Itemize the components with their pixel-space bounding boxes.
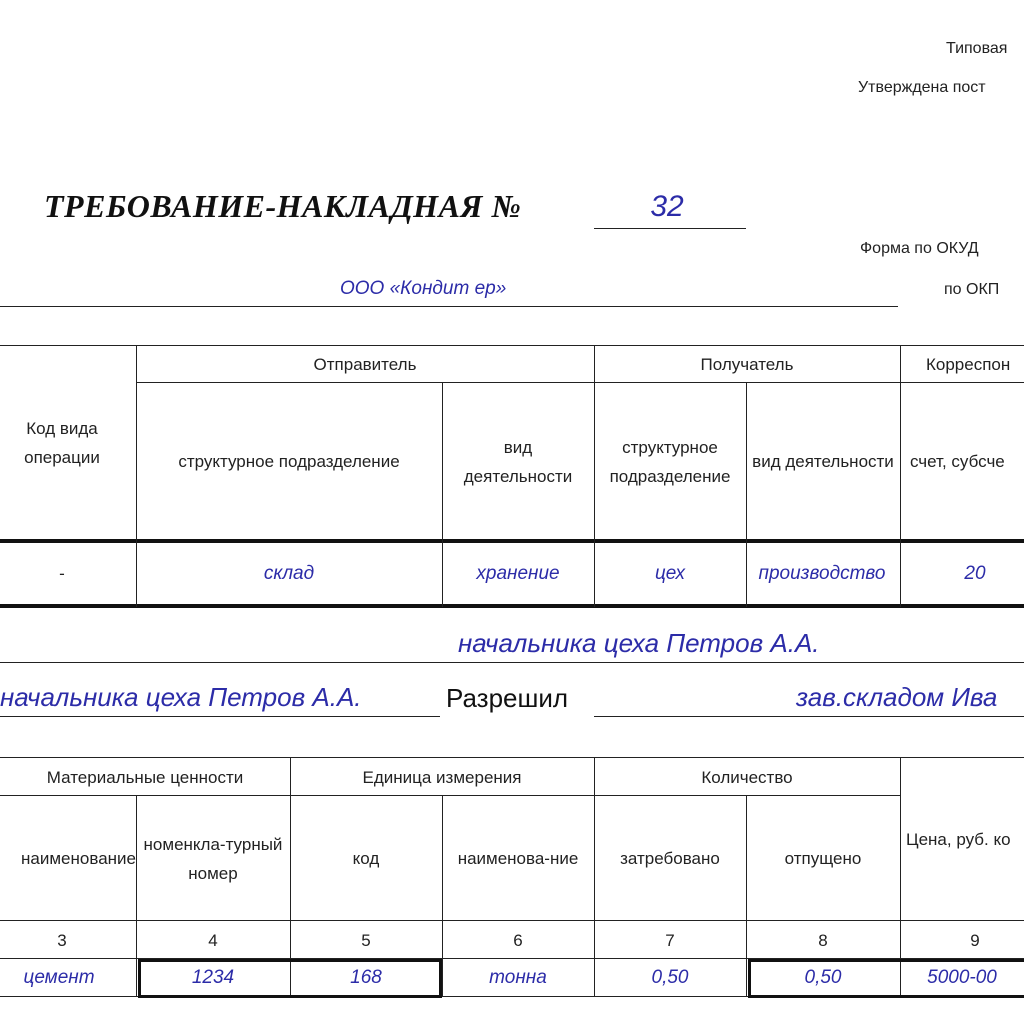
price-value: 5000-00 bbox=[927, 967, 997, 988]
materials-header: Материальные ценности bbox=[46, 767, 244, 787]
op-code-header: Код вида операции bbox=[24, 419, 100, 467]
name-header: наименование bbox=[21, 849, 136, 868]
column-number: 7 bbox=[665, 930, 675, 950]
column-number: 9 bbox=[970, 930, 980, 950]
sender-unit-value: склад bbox=[263, 562, 315, 584]
requested-value: 0,50 bbox=[651, 967, 689, 988]
permitted-value: зав.складом Ива bbox=[796, 682, 998, 712]
code-value: 168 bbox=[350, 967, 382, 988]
unit-name-header: наименова-ние bbox=[457, 849, 579, 868]
nomenclature-header: номенкла-турный номер bbox=[143, 834, 283, 883]
code-header: код bbox=[352, 849, 380, 868]
okud-label: Форма по ОКУД bbox=[860, 240, 979, 257]
requested-value: начальника цеха Петров А.А. bbox=[0, 682, 362, 712]
document-number-field[interactable] bbox=[594, 188, 746, 229]
released-header: отпущено bbox=[784, 849, 862, 868]
nomenclature-value: 1234 bbox=[191, 967, 235, 988]
document-number: 32 bbox=[650, 190, 684, 223]
correspondence-header: Корреспон bbox=[926, 355, 1011, 374]
approved-label: Утверждена пост bbox=[858, 79, 986, 96]
unit-header: Единица измерения bbox=[362, 767, 522, 787]
column-number: 5 bbox=[361, 930, 371, 950]
account-header: счет, субсче bbox=[910, 452, 1005, 471]
column-number: 6 bbox=[513, 930, 523, 950]
organization-name: ООО «Кондит ер» bbox=[340, 278, 507, 299]
organization-field[interactable] bbox=[0, 276, 898, 307]
requested-field[interactable] bbox=[0, 680, 440, 717]
document-title: ТРЕБОВАНИЕ-НАКЛАДНАЯ № bbox=[44, 188, 522, 224]
sender-activity-value: хранение bbox=[476, 562, 560, 584]
receiver-activity-value: производство bbox=[758, 562, 886, 584]
receiver-unit-value: цех bbox=[654, 562, 686, 584]
released-value: 0,50 bbox=[804, 967, 842, 988]
permitted-label: Разрешил bbox=[446, 683, 569, 713]
through-value: начальника цеха Петров А.А. bbox=[458, 628, 820, 658]
through-field[interactable] bbox=[0, 626, 1024, 663]
unit-name-value: тонна bbox=[489, 967, 547, 988]
form-type-label: Типовая bbox=[946, 40, 1008, 57]
receiver-unit-header: структурное подразделение bbox=[609, 437, 731, 486]
sender-header: Отправитель bbox=[313, 355, 417, 374]
column-number: 3 bbox=[57, 930, 67, 950]
sender-unit-header: структурное подразделение bbox=[178, 452, 400, 471]
quantity-header: Количество bbox=[701, 767, 793, 787]
account-value: 20 bbox=[964, 562, 986, 584]
permitted-field[interactable] bbox=[594, 680, 1024, 717]
price-header: Цена, руб. ко bbox=[906, 830, 1011, 849]
requested-header: затребовано bbox=[620, 849, 720, 868]
okpo-label: по ОКП bbox=[944, 281, 1000, 298]
column-number: 4 bbox=[208, 930, 218, 950]
material-name-value: цемент bbox=[23, 967, 95, 988]
sender-activity-header: вид деятельности bbox=[463, 437, 573, 486]
receiver-header: Получатель bbox=[700, 355, 794, 374]
column-number: 8 bbox=[818, 930, 828, 950]
op-code-value: - bbox=[59, 564, 65, 583]
receiver-activity-header: вид деятельности bbox=[752, 452, 894, 471]
